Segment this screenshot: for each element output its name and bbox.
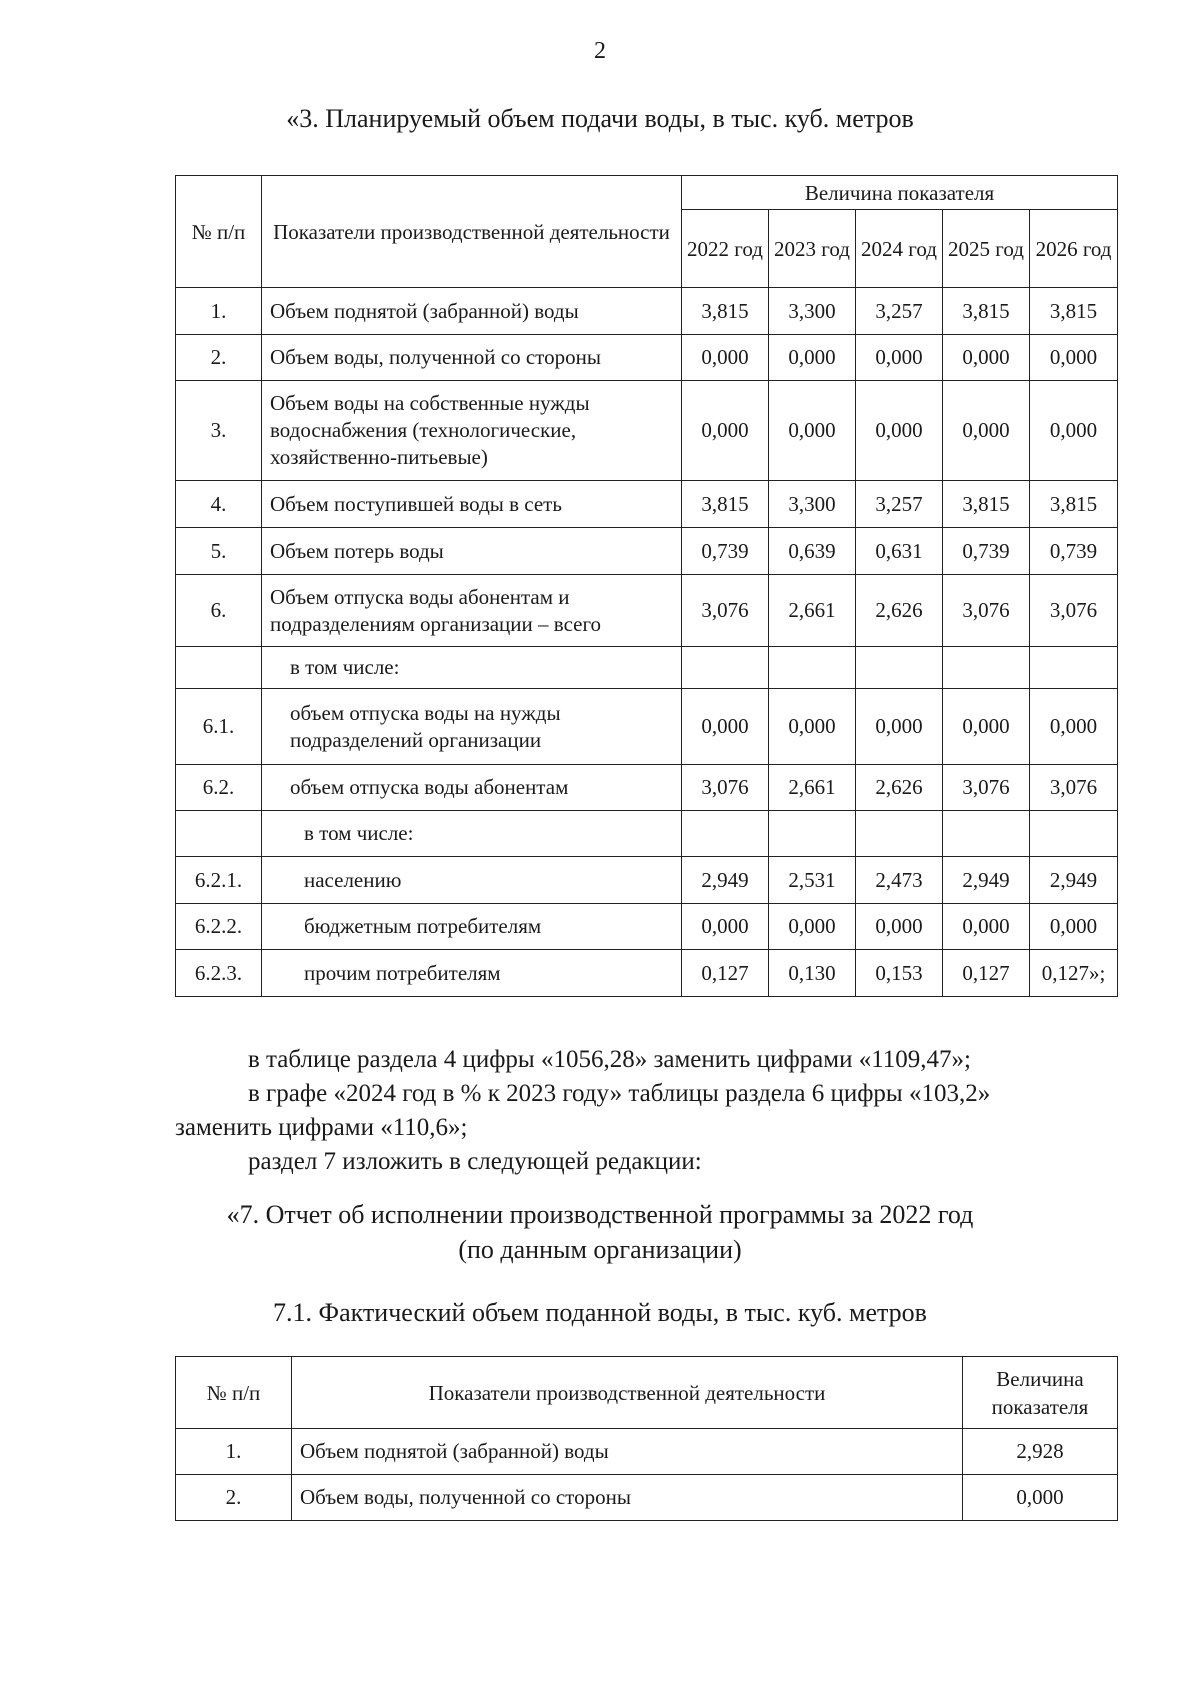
row-indicator-name: в том числе: [262,811,682,857]
row-value: 0,000 [1030,689,1118,765]
row-value: 0,127 [943,950,1030,997]
row-value: 3,815 [943,288,1030,335]
section7-subtitle: 7.1. Фактический объем поданной воды, в тыс. куб. метров [273,1298,927,1327]
row-value: 0,000 [769,689,856,765]
row-number [176,811,262,857]
row-value: 0,000 [682,335,769,381]
row-indicator-name: в том числе: [262,647,682,689]
row-value: 2,626 [856,765,943,811]
row-number: 6.2. [176,765,262,811]
table-row [176,904,1118,950]
row-number: 5. [176,528,262,575]
row-value: 3,815 [682,288,769,335]
row-value: 2,949 [943,857,1030,904]
row-value [769,647,856,689]
paragraph-section6-line1: в графе «2024 год в % к 2023 году» таблицы раздела 6 цифры «103,2» [248,1080,991,1107]
row-number: 6.2.3. [176,950,262,997]
paragraph-section4: в таблице раздела 4 цифры «1056,28» заменить цифрами «1109,47»; [248,1046,971,1073]
col-header-year: 2022 год [682,210,769,288]
table-row [176,481,1118,528]
row-number: 3. [176,381,262,481]
col-header-num: № п/п [176,176,262,288]
row-value: 3,815 [943,481,1030,528]
section3-title: «3. Планируемый объем подачи воды, в тыс. куб. метров [286,104,914,133]
col-header-value: Величина показателя [963,1357,1118,1429]
row-value: 2,661 [769,575,856,647]
table-row [176,689,1118,765]
row-value: 0,000 [682,689,769,765]
col-header-year: 2023 год [769,210,856,288]
row-value: 0,000 [769,335,856,381]
row-value: 0,127 [682,950,769,997]
row-indicator-name: Объем отпуска воды абонентам и подразделениям организации – всего [262,575,682,647]
row-number: 6.1. [176,689,262,765]
row-value: 0,153 [856,950,943,997]
row-value: 0,000 [856,381,943,481]
row-indicator-name: Объем поднятой (забранной) воды [292,1429,963,1475]
row-value: 0,000 [682,904,769,950]
row-number: 2. [176,335,262,381]
table-row [176,1475,1118,1521]
row-value: 0,739 [1030,528,1118,575]
row-indicator-name: Объем поднятой (забранной) воды [262,288,682,335]
paragraph-section6-line2: заменить цифрами «110,6»; [175,1114,468,1141]
row-value: 3,815 [1030,481,1118,528]
col-header-value-group: Величина показателя [682,176,1118,210]
row-value [1030,811,1118,857]
table-row [176,288,1118,335]
row-value: 0,000 [943,689,1030,765]
row-number: 1. [176,288,262,335]
row-value: 2,949 [682,857,769,904]
planned-volume-table [175,175,1118,997]
row-value: 3,257 [856,481,943,528]
row-value: 0,000 [943,381,1030,481]
page-number: 2 [594,38,606,64]
row-value: 3,076 [682,765,769,811]
row-value: 3,076 [1030,765,1118,811]
row-value: 2,531 [769,857,856,904]
row-value: 3,815 [682,481,769,528]
col-header-indicator: Показатели производственной деятельности [292,1357,963,1429]
row-value [943,647,1030,689]
row-value: 0,000 [1030,381,1118,481]
row-indicator-name: Объем воды на собственные нужды водоснабжения (технологические, хозяйственно-питьевые) [262,381,682,481]
row-value: 2,473 [856,857,943,904]
col-header-indicator: Показатели производственной деятельности [262,176,682,288]
row-value: 3,076 [943,575,1030,647]
row-value: 0,130 [769,950,856,997]
row-value: 2,661 [769,765,856,811]
row-value [856,647,943,689]
table-row [176,381,1118,481]
row-value [682,647,769,689]
col-header-year: 2025 год [943,210,1030,288]
col-header-year: 2024 год [856,210,943,288]
table-row [176,647,1118,689]
row-indicator-name: бюджетным потребителям [262,904,682,950]
row-value: 3,076 [682,575,769,647]
col-header-year: 2026 год [1030,210,1118,288]
row-number: 4. [176,481,262,528]
table-row [176,335,1118,381]
actual-volume-table [175,1356,1118,1521]
row-value [1030,647,1118,689]
row-value [856,811,943,857]
table-row [176,857,1118,904]
row-number: 6.2.2. [176,904,262,950]
row-value: 0,000 [1030,335,1118,381]
table-row [176,575,1118,647]
paragraph-section7-intro: раздел 7 изложить в следующей редакции: [248,1148,702,1175]
row-indicator-name: Объем потерь воды [262,528,682,575]
row-value: 0,000 [943,335,1030,381]
row-number: 6.2.1. [176,857,262,904]
table-row [176,811,1118,857]
row-indicator-name: Объем поступившей воды в сеть [262,481,682,528]
row-value: 0,739 [943,528,1030,575]
table-row [176,528,1118,575]
row-value [682,811,769,857]
row-value: 3,300 [769,288,856,335]
row-value: 0,000 [943,904,1030,950]
row-value: 0,739 [682,528,769,575]
row-number: 2. [176,1475,292,1521]
table-row [176,765,1118,811]
table-row [176,1429,1118,1475]
row-indicator-name: объем отпуска воды абонентам [262,765,682,811]
row-indicator-name: прочим потребителям [262,950,682,997]
row-value [943,811,1030,857]
row-indicator-name: объем отпуска воды на нужды подразделений организации [262,689,682,765]
col-header-num: № п/п [176,1357,292,1429]
row-number: 1. [176,1429,292,1475]
row-value: 0,000 [769,904,856,950]
row-indicator-name: Объем воды, полученной со стороны [292,1475,963,1521]
row-number [176,647,262,689]
row-value: 2,626 [856,575,943,647]
row-value [769,811,856,857]
row-indicator-name: Объем воды, полученной со стороны [262,335,682,381]
row-value: 3,076 [1030,575,1118,647]
section7-title-line2: (по данным организации) [458,1235,742,1264]
row-value: 3,815 [1030,288,1118,335]
section7-title-line1: «7. Отчет об исполнении производственной программы за 2022 год [226,1200,974,1229]
row-indicator-name: населению [262,857,682,904]
row-value: 0,000 [1030,904,1118,950]
row-value: 0,000 [769,381,856,481]
row-value: 3,300 [769,481,856,528]
row-value: 2,928 [963,1429,1118,1475]
row-value: 0,631 [856,528,943,575]
row-value: 0,000 [856,904,943,950]
row-value: 0,000 [963,1475,1118,1521]
table-row [176,950,1118,997]
row-value: 0,127»; [1030,950,1118,997]
row-value: 2,949 [1030,857,1118,904]
row-value: 0,000 [682,381,769,481]
row-value: 3,257 [856,288,943,335]
row-number: 6. [176,575,262,647]
row-value: 0,639 [769,528,856,575]
row-value: 3,076 [943,765,1030,811]
row-value: 0,000 [856,335,943,381]
row-value: 0,000 [856,689,943,765]
